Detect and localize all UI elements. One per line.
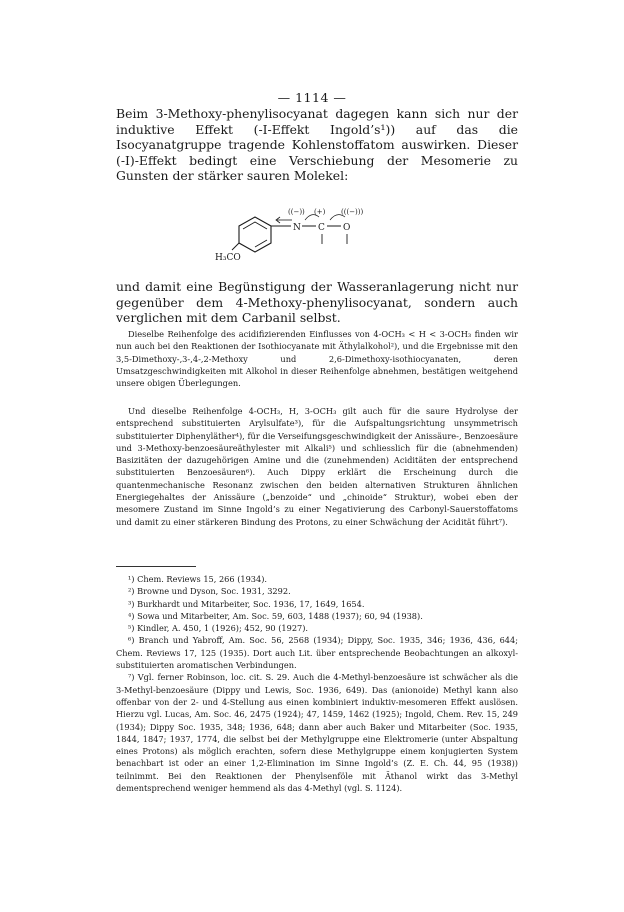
paragraph-2: und damit eine Begünstigung der Wasseranlagerung nicht nur gegenüber dem 4-Methoxy-phenylisocyanat, sondern auch verglichen mit dem Carbanil selbst. <box>116 279 518 326</box>
mesomery-arc-2 <box>330 215 345 220</box>
arrow-head <box>276 217 280 223</box>
mesomery-arc-1 <box>305 215 319 220</box>
footnote-2: ²) Browne und Dyson, Soc. 1931, 3292. <box>128 586 291 597</box>
footnotes <box>116 573 518 794</box>
footnote-7: ⁷) Vgl. ferner Robinson, loc. cit. S. 29. Auch die 4-Methyl-benzoesäure ist schwächer als die 3-Methyl-benzoesäure (Dippy und Lewis, Soc. 1936, 649). Das (anionoide) Methyl kann also offenbar von der 2- und 4-Stellung aus einen kombiniert induktiv-mesomeren Effekt auslösen. Hierzu vgl. Lucas, Am. Soc. 46, 2475 (1924); 47, 1459, 1462 (1925); Ingold, Chem. Rev. 15, 249 (1934); Dippy Soc. 1935, 348; 1936, 648; dann aber auch Baker und Mitarbeiter (Soc. 1935, 1844, 1847; 1937, 1774, die selbst bei der Methylgruppe eine Elektromerie (unter Abspaltung eines Protons) als möglich erachten, sofern diese Methylgruppe einem konjugierten System benachbart ist oder an einer 1,2-Elimination im Sinne Ingold’s (Z. E. Ch. 44, 95 (1938)) teilnimmt. Bei den Reaktionen der Phenylsenföle mit Äthanol wirkt das 3-Methyl dementsprechend weniger hemmend als das 4-Methyl (vgl. S. 1124). <box>116 672 518 794</box>
page-number: — 1114 — <box>277 90 347 105</box>
footnote-4: ⁴) Sowa und Mitarbeiter, Am. Soc. 59, 603, 1488 (1937); 60, 94 (1938). <box>128 610 423 621</box>
footnote-5: ⁵) Kindler, A. 450, 1 (1926); 452, 90 (1927). <box>128 623 309 634</box>
paragraph-3: Dieselbe Reihenfolge des acidifizierenden Einflusses von 4-OCH₃ < H < 3-OCH₃ finden wir nun auch bei den Reaktionen der Isothiocyanate mit Äthylalkohol²), und die Ergebnisse mit den 3,5-Dimethoxy-,3-,4-,2-Methoxy und 2,6-Dimethoxy-isothiocyanaten, deren Umsatzgeschwindigkeiten mit Alkohol in dieser Reihenfolge abnehmen, bestätigen weitgehend unsere obigen Überlegungen. <box>116 329 518 389</box>
atom-o: O <box>343 223 351 233</box>
atom-n: N <box>293 223 301 233</box>
benzene-ring <box>239 217 271 252</box>
charge-n: ((−)) <box>288 208 305 216</box>
benzene-inner-bond <box>255 240 267 247</box>
footnote-1: ¹) Chem. Reviews 15, 266 (1934). <box>128 574 268 584</box>
charge-c: (+) <box>314 208 326 216</box>
methoxy-label: H₃CO <box>215 253 241 263</box>
charge-o: (((−))) <box>341 208 364 216</box>
paragraph-4: Und dieselbe Reihenfolge 4-OCH₃, H, 3-OCH₃ gilt auch für die saure Hydrolyse der entsprechend substituierten Arylsulfate³), für die Aufspaltungsrichtung unsymmetrisch substituierter Diphenyläther⁴), für die Verseifungsgeschwindigkeit der Anissäure-, Benzoesäure und 3-Methoxy-benzoesäureäthylester mit Alkali⁵) und schliesslich für die (abnehmenden) Basizitäten der dazugehörigen Amine und die (zunehmenden) Aciditäten der entsprechend substituierten Benzoesäuren⁶). Auch Dippy erklärt die Erscheinung durch die quantenmechanische Resonanz zwischen den beiden alternativen Strukturen ähnlichen Energiegehaltes der Anissäure („benzoide“ und „chinoide“ Struktur), wobei eben der mesomere Zustand im Sinne Ingold’s zu einer Negativierung des Carbonyl-Sauerstoffatoms und damit zu einer stärkeren Bindung des Protons, zu einer Schwächung der Acidität führt⁷). <box>116 406 518 527</box>
footnote-3: ³) Burkhardt und Mitarbeiter, Soc. 1936, 17, 1649, 1654. <box>128 598 365 609</box>
footnote-rule <box>116 566 196 567</box>
benzene-inner-bonds <box>243 222 267 229</box>
paragraph-1: Beim 3-Methoxy-phenylisocyanat dagegen kann sich nur der induktive Effekt (-I-Effekt Ingold’s¹)) auf das die Isocyanatgruppe tragende Kohlenstoffatom auswirken. Dieser (-I)-Effekt bedingt eine Verschiebung der Mesomerie zu Gunsten der stärker sauren Molekel: <box>116 106 518 184</box>
footnote-6: ⁶) Branch und Yabroff, Am. Soc. 56, 2568 (1934); Dippy, Soc. 1935, 346; 1936, 436, 644; Chem. Reviews 17, 125 (1935). Dort auch Lit. über entsprechende Beobachtungen an alkoxyl-substituierten aromatischen Verbindungen. <box>116 635 518 671</box>
methoxy-bond <box>232 243 239 250</box>
atom-c: C <box>318 223 325 233</box>
